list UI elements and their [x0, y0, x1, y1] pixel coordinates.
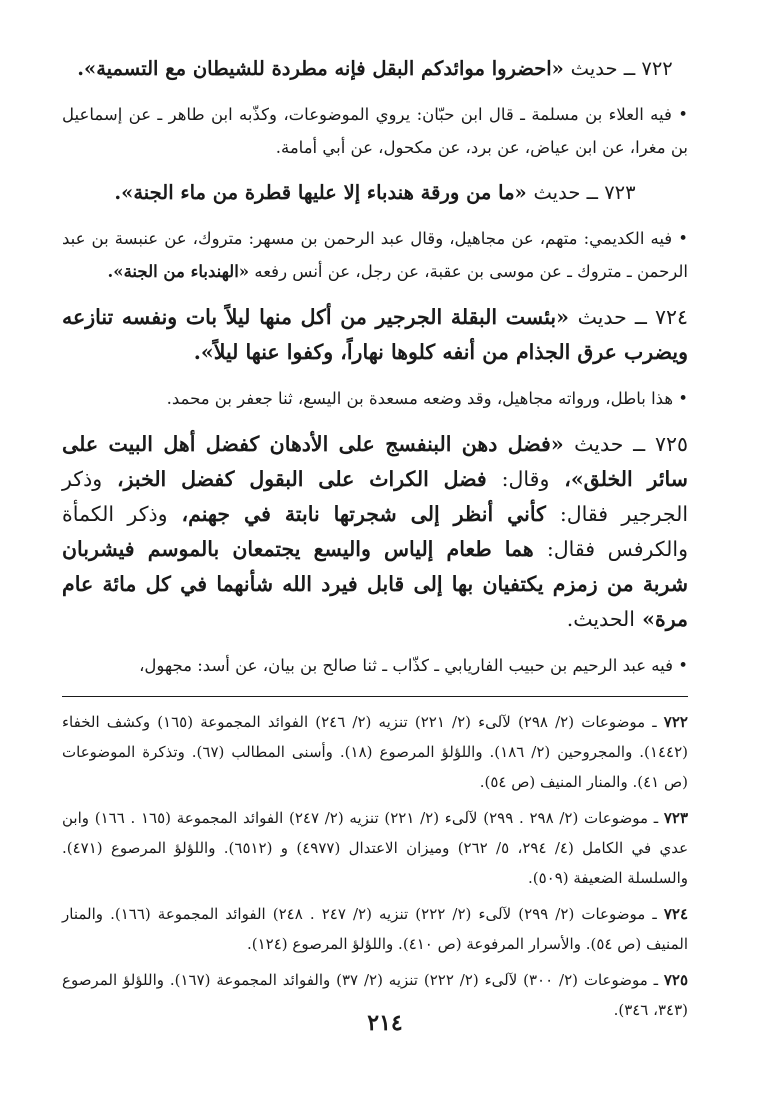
hadith-text: كأني أنظر إلى شجرتها نابتة في جهنم، [181, 502, 546, 526]
footnote-number: ٧٢٢ [663, 713, 688, 731]
footnote-723 [62, 803, 688, 893]
hadith-tail: الحديث. [566, 607, 635, 631]
hadith-number: ٧٢٢ ــ حديث [570, 57, 673, 80]
commentary-725: • فيه عبد الرحيم بن حبيب الفاريابي ـ كذّاب ـ ثنا صالح بن بيان، عن أسد: مجهول، [139, 656, 688, 675]
hadith-text: «بئست البقلة الجرجير من أكل منها ليلاً بات ونفسه تنازعه ويضرب عرق الجذام من أنفه كلوها نهاراً، وكفوا عنها ليلاً». [62, 305, 688, 364]
hadith-text: فضل الكراث على البقول كفضل الخبز، [116, 467, 487, 491]
hadith-text: «ما من ورقة هندباء إلا عليها قطرة من ماء الجنة». [114, 181, 527, 204]
footnote-number: ٧٢٤ [663, 905, 688, 923]
hadith-724 [62, 300, 688, 370]
commentary-723 [62, 222, 688, 288]
hadith-722 [62, 52, 688, 86]
commentary-722: • فيه العلاء بن مسلمة ـ قال ابن حبّان: يروي الموضوعات، وكذّبه ابن طاهر ـ عن إسماعيل بن مغرا، عن ابن عياض، عن برد، عن مكحول، عن أبي أمامة. [62, 105, 688, 157]
commentary-text: • فيه الكديمي: متهم، عن مجاهيل، وقال عبد الرحمن بن مسهر: متروك، عن عنبسة بن عبد الرحمن ـ متروك ـ عن موسى بن عقبة، عن رجل، عن أنس رفعه [62, 229, 688, 281]
hadith-text: «احضروا موائدكم البقل فإنه مطردة للشيطان مع التسمية». [77, 57, 564, 80]
hadith-723 [62, 176, 688, 210]
footnote-text: ـ موضوعات (٢/ ٢٩٩) لآلىء (٢/ ٢٢٢) تنزيه (٢/ ٢٤٧ . ٢٤٨) الفوائد المجموعة (١٦٦). والمنار المنيف (ص ٥٤). والأسرار المرفوعة (ص ٤١٠). واللؤلؤ المرصوع (١٢٤). [62, 905, 688, 953]
footnote-text: ـ موضوعات (٢/ ٣٠٠) لآلىء (٢/ ٢٢٢) تنزيه (٢/ ٣٧) والفوائد المجموعة (١٦٧). واللؤلؤ المرصوع (٣٤٣، ٣٤٦). [62, 971, 688, 1019]
narration-connector: وذكر الكمأة والكرفس فقال: [62, 502, 688, 561]
footnote-divider [62, 696, 688, 697]
narration-connector: وقال: [501, 467, 550, 491]
footnote-724 [62, 899, 688, 959]
footnote-text: ـ موضوعات (٢/ ٢٩٨) لآلىء (٢/ ٢٢١) تنزيه (٢/ ٢٤٦) الفوائد المجموعة (١٦٥) وكشف الخفاء (١٤٤٢). والمجروحين (٢/ ١٨٦). واللؤلؤ المرصوع (١٨). وأسنى المطالب (٦٧). وتذكرة الموضوعات (ص ٤١). والمنار المنيف (ص ٥٤). [62, 713, 688, 791]
hadith-text: هما طعام إلياس واليسع يجتمعان بالموسم فيشربان شربة من زمزم يكتفيان بها إلى قابل فيرد الله شأنهما في كل مائة عام مرة» [62, 537, 688, 631]
commentary-724: • هذا باطل، ورواته مجاهيل، وقد وضعه مسعدة بن اليسع، ثنا جعفر بن محمد. [166, 389, 688, 408]
commentary-quote: «الهندباء من الجنة». [107, 262, 250, 281]
footnote-text: ـ موضوعات (٢/ ٢٩٨ . ٢٩٩) لآلىء (٢/ ٢٢١) تنزيه (٢/ ٢٤٧) الفوائد المجموعة (١٦٥ . ١٦٦) وابن عدي في الكامل (٤/ ٢٩٤، ٥/ ٢٦٢) وميزان الاعتدال (٤٩٧٧) و (٦٥١٢). واللؤلؤ المرصوع (٤٧١). والسلسلة الضعيفة (٥٠٩). [62, 809, 689, 887]
page-number: ٢١٤ [367, 1010, 403, 1036]
hadith-text: «فضل دهن البنفسج على الأدهان كفضل أهل البيت على سائر الخلق»، [62, 432, 688, 491]
narration-connector: وذكر الجرجير فقال: [62, 467, 689, 526]
hadith-number: ٧٢٤ ــ حديث [577, 305, 688, 329]
hadith-725 [62, 427, 688, 637]
hadith-number: ٧٢٥ ــ حديث [574, 432, 689, 456]
hadith-number: ٧٢٣ ــ حديث [533, 181, 636, 204]
footnote-number: ٧٢٣ [663, 809, 688, 827]
footnote-722 [62, 707, 688, 797]
footnote-number: ٧٢٥ [663, 971, 689, 989]
